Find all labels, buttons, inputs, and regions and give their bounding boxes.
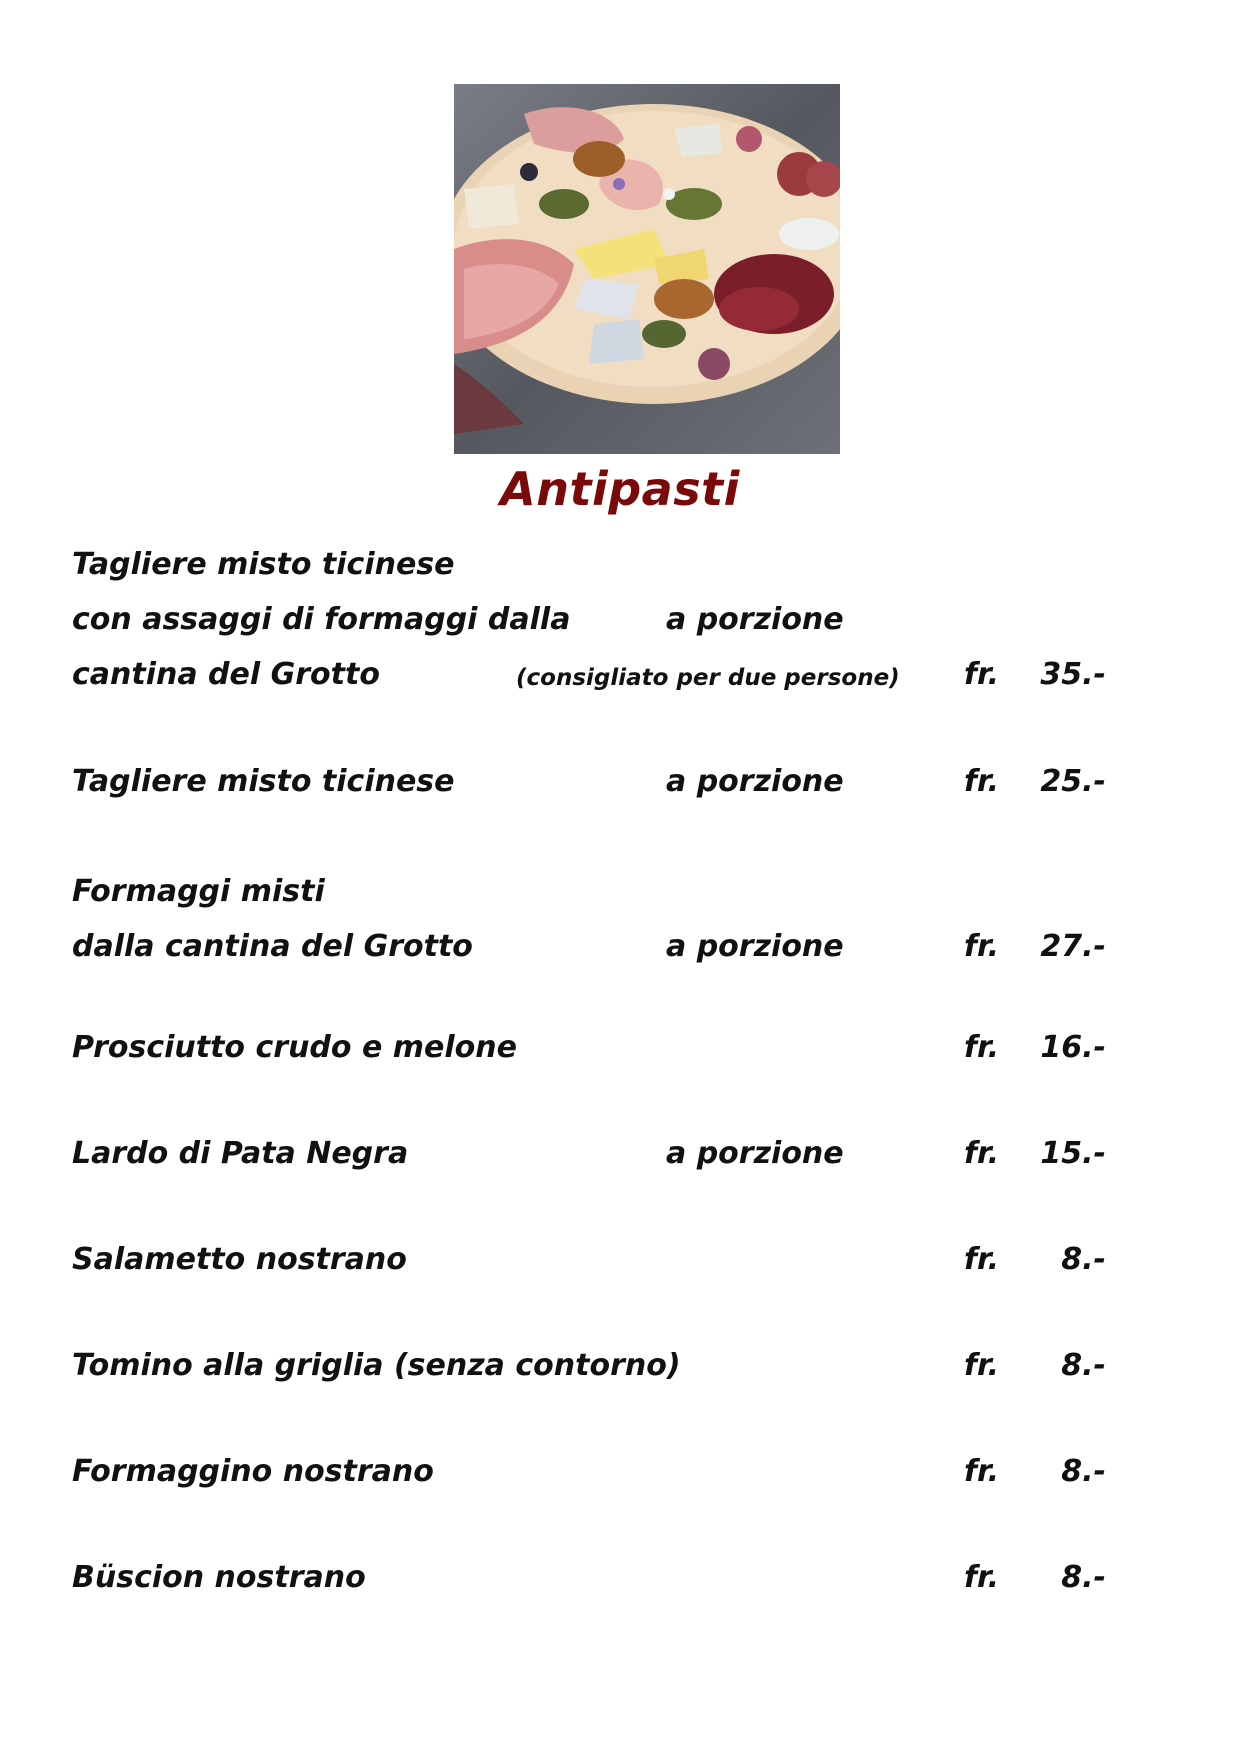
menu-item-price: [964, 1028, 1106, 1068]
menu-item-price: [964, 1134, 1106, 1174]
menu-item-name: Büscion nostrano: [72, 1560, 366, 1595]
page-title: Antipasti: [500, 462, 740, 516]
price-amount: 25.-: [1040, 764, 1106, 799]
currency-label: fr.: [964, 657, 999, 692]
currency-label: fr.: [964, 1348, 999, 1383]
menu-item-price: [964, 927, 1106, 967]
menu-item-name: Tagliere misto ticinese: [72, 547, 455, 582]
currency-label: fr.: [964, 1242, 999, 1277]
menu-item-price: [964, 655, 1106, 695]
portion-label: a porzione: [666, 764, 844, 799]
price-amount: 8.-: [1061, 1348, 1106, 1383]
menu-item-name: Tomino alla griglia (senza contorno): [72, 1348, 681, 1383]
menu-item-price: [964, 762, 1106, 802]
portion-note: (consigliato per due persone): [516, 665, 900, 691]
price-amount: 16.-: [1040, 1030, 1106, 1065]
menu-item-name: Salametto nostrano: [72, 1242, 407, 1277]
menu-item-name: Lardo di Pata Negra: [72, 1136, 409, 1171]
currency-label: fr.: [964, 1030, 999, 1065]
price-amount: 8.-: [1061, 1242, 1106, 1277]
price-amount: 8.-: [1061, 1560, 1106, 1595]
currency-label: fr.: [964, 1136, 999, 1171]
price-amount: 8.-: [1061, 1454, 1106, 1489]
portion-label: a porzione: [666, 602, 844, 637]
menu-item-name: Formaggi misti: [72, 874, 325, 909]
currency-label: fr.: [964, 1454, 999, 1489]
price-amount: 15.-: [1040, 1136, 1106, 1171]
menu-item-name: dalla cantina del Grotto: [72, 929, 473, 964]
menu-item-name: Tagliere misto ticinese: [72, 764, 455, 799]
menu-item-price: [964, 1346, 1106, 1386]
menu-item-name: cantina del Grotto: [72, 657, 380, 692]
menu-item-price: [964, 1240, 1106, 1280]
portion-label: a porzione: [666, 929, 844, 964]
menu-item-name: Prosciutto crudo e melone: [72, 1030, 517, 1065]
platter-photo: [454, 84, 840, 454]
currency-label: fr.: [964, 764, 999, 799]
menu-item-name: Formaggino nostrano: [72, 1454, 434, 1489]
menu-item-price: [964, 1452, 1106, 1492]
menu-item-name: con assaggi di formaggi dalla: [72, 602, 571, 637]
price-amount: 27.-: [1040, 929, 1106, 964]
portion-label: a porzione: [666, 1136, 844, 1171]
price-amount: 35.-: [1040, 657, 1106, 692]
currency-label: fr.: [964, 1560, 999, 1595]
menu-item-price: [964, 1558, 1106, 1598]
currency-label: fr.: [964, 929, 999, 964]
